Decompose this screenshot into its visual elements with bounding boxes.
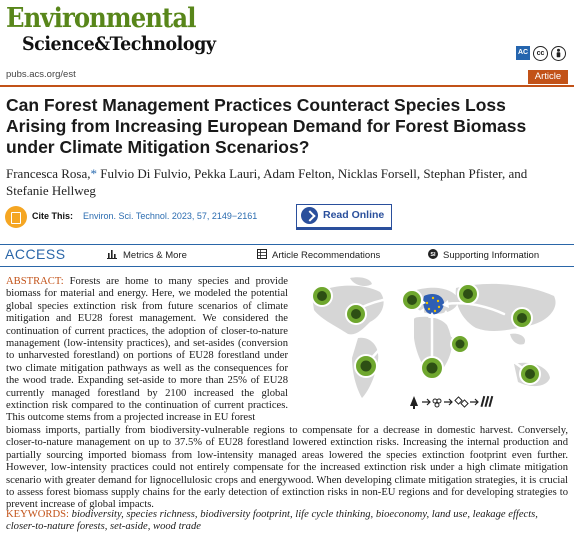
author-list[interactable]: Francesca Rosa,* Fulvio Di Fulvio, Pekka Lauri, Adam Felton, Nicklas Forsell, Stephan Pfister, and Stefanie Hellweg <box>6 166 528 198</box>
logo-line-1: Environmental <box>6 3 196 34</box>
article-title: Can Forest Management Practices Counteract Species Loss Arising from Increasing European Demand for Forest Biomass under Climate Mitigation Scenarios? <box>6 95 527 157</box>
badge-canada <box>346 304 366 324</box>
supporting-info-icon <box>428 249 438 259</box>
cite-label[interactable]: Cite This: <box>32 211 74 221</box>
keywords-list[interactable]: biodiversity, species richness, biodiversity footprint, life cycle thinking, bioeconomy, land use, leakage effects, closer-to-nature forests, set-aside, wood trade <box>6 509 538 533</box>
badge-asia <box>512 308 532 328</box>
badge-middle-east <box>451 335 469 353</box>
toc-graphic[interactable] <box>292 274 568 414</box>
cc-icon[interactable]: cc <box>533 46 548 61</box>
journal-header <box>0 0 574 88</box>
read-online-button[interactable] <box>296 204 392 230</box>
abstract-label: ABSTRACT: <box>6 276 64 287</box>
svg-text:SI: SI <box>430 252 436 258</box>
citation-row <box>5 204 569 232</box>
logs-icon <box>433 399 441 407</box>
supporting-info-link[interactable]: Supporting Information <box>443 250 540 261</box>
header-divider <box>0 85 574 87</box>
badge-scandinavia <box>402 290 422 310</box>
journal-logo[interactable] <box>6 3 216 66</box>
badge-oceania <box>520 364 540 384</box>
boards-icon <box>480 396 493 407</box>
citation-text[interactable]: Environ. Sci. Technol. 2023, 57, 2149−2161 <box>83 211 258 221</box>
quote-icon[interactable] <box>5 206 27 228</box>
abstract-text-part-2: biomass imports, partially from biodiversity-vulnerable regions to compensate for a decrease in domestic harvest. Conversely, closer-to-nature management on up to 37.5% of EU28 forestland lowered extinction risks. Increasing the internal production and partially sourcing imported biomass from low-intensity managed areas lowered the species extinction footprint even further. However, low-intensity practices could not entirely compensate for the increased extinction risk under a high climate mitigation scenario with greater demand for lignocellulosic crops and energywood. When developing climate mitigation strategies, it is crucial to assess forest biomass supply chains for the early detection of extinction risks in non-EU regions and for developing strategies to prevent increase of global impacts. <box>6 424 568 511</box>
ac-badge-icon[interactable]: AC <box>516 46 530 60</box>
badge-africa <box>421 357 443 379</box>
supply-chain-icons <box>410 396 493 409</box>
arrow-icon <box>422 399 430 405</box>
badge-south-america <box>355 355 377 377</box>
journal-url[interactable]: pubs.acs.org/est <box>6 69 76 80</box>
article-type-badge: Article <box>528 70 568 84</box>
by-icon[interactable] <box>551 46 566 61</box>
keywords <box>6 509 568 534</box>
metrics-bar <box>0 244 574 266</box>
corresponding-author-mark[interactable]: * <box>90 166 97 181</box>
logo-line-2: Science&Technology <box>22 33 216 55</box>
badge-north-america <box>312 286 332 306</box>
grid-icon <box>257 249 267 259</box>
metrics-divider-bottom <box>0 266 574 267</box>
bar-chart-icon <box>107 249 117 259</box>
recommendations-link[interactable]: Article Recommendations <box>272 250 381 261</box>
read-online-label: Read Online <box>323 209 385 221</box>
arrow-right-icon <box>301 207 318 224</box>
access-label: ACCESS <box>5 246 66 262</box>
abstract-text-part-1: Forests are home to many species and provide biomass for material and energy. Here, we modeled the potential global species extinction risk from future scenarios of climate mitigation and EU28 forest management. We considered the continuation of current practices, the adoption of closer-to-nature management (low-intensity practices), and set-asides (conversion to unharvested forestland) on portions of EU28 forestland under two climate mitigation pathways as well as the consequences for the wood trade. Expanding set-aside to more than 25% of EU28 currently managed forestland by 2100 increased the global extinction risk compared to the continuation of current practices. This outcome stems from a projected increase in EU forest <box>6 276 289 424</box>
tree-icon <box>410 396 418 406</box>
abstract-narrow-block <box>6 276 288 425</box>
metrics-link[interactable]: Metrics & More <box>123 250 187 261</box>
badge-russia <box>458 284 478 304</box>
keywords-label: KEYWORDS: <box>6 509 69 520</box>
chips-icon <box>455 397 468 407</box>
